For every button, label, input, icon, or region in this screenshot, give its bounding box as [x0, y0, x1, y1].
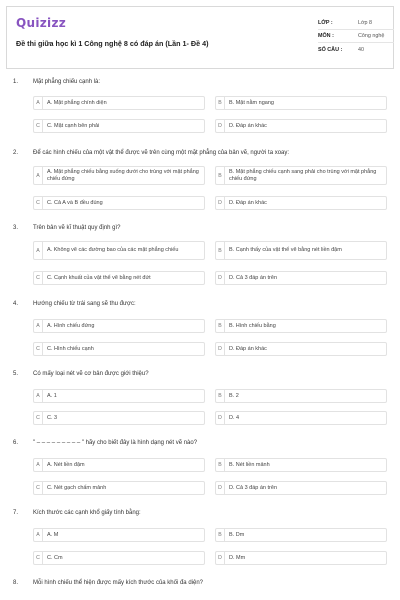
question-number: 4.: [13, 301, 19, 307]
question-text: Trên bản vẽ kĩ thuật quy định gì?: [33, 225, 121, 231]
option-b[interactable]: [215, 528, 387, 542]
question-number: 2.: [13, 150, 19, 156]
option-text: B. Hình chiếu bằng: [229, 322, 276, 329]
option-b[interactable]: [215, 319, 387, 333]
question-number: 1.: [13, 79, 19, 85]
option-text: B. Nét liền mảnh: [229, 461, 270, 468]
option-letter: C: [34, 412, 43, 424]
question-text: " ‒ ‒ ‒ ‒ ‒ ‒ ‒ ‒ ‒ " hãy cho biết đây là hình dạng nét vẽ nào?: [33, 440, 198, 446]
option-d[interactable]: [215, 481, 387, 495]
question-number: 5.: [13, 371, 19, 377]
question-text: Mặt phẳng chiếu cạnh là:: [33, 79, 101, 85]
option-text: C. Cả A và B đều đúng: [47, 199, 103, 206]
option-letter: B: [216, 390, 225, 402]
option-letter: A: [34, 97, 43, 109]
option-letter: D: [216, 482, 225, 494]
option-d[interactable]: [215, 551, 387, 565]
option-c[interactable]: [33, 551, 205, 565]
option-letter: A: [34, 459, 43, 471]
question-text: Hướng chiếu từ trái sang sẽ thu được:: [33, 301, 136, 307]
option-text: A. Không vẽ các đường bao của các mặt phẳng chiếu: [47, 247, 179, 253]
meta-label: MÔN :: [318, 33, 334, 39]
option-text: C. Cm: [47, 554, 63, 561]
option-d[interactable]: [215, 271, 387, 285]
option-c[interactable]: [33, 411, 205, 425]
option-c[interactable]: [33, 342, 205, 356]
option-text: A. M: [47, 531, 59, 538]
option-letter: A: [34, 167, 43, 184]
option-letter: C: [34, 343, 43, 355]
option-d[interactable]: [215, 196, 387, 210]
option-a[interactable]: [33, 389, 205, 403]
option-c[interactable]: [33, 196, 205, 210]
option-b[interactable]: [215, 458, 387, 472]
option-letter: C: [34, 120, 43, 132]
meta-value: Công nghệ: [358, 33, 385, 39]
option-text: C. 3: [47, 414, 58, 421]
option-text: D. Đáp án khác: [229, 122, 267, 129]
option-letter: C: [34, 197, 43, 209]
meta-label: LỚP :: [318, 20, 333, 26]
option-text: B. Mặt nằm ngang: [229, 99, 274, 106]
option-letter: D: [216, 197, 225, 209]
option-text: C. Nét gạch chấm mảnh: [47, 484, 107, 491]
meta-value: Lớp 8: [358, 20, 373, 26]
question-number: 6.: [13, 440, 19, 446]
option-letter: D: [216, 120, 225, 132]
option-text: D. 4: [229, 414, 240, 421]
option-text: B. Dm: [229, 531, 245, 538]
option-b[interactable]: [215, 166, 387, 185]
option-a[interactable]: [33, 528, 205, 542]
option-a[interactable]: [33, 319, 205, 333]
option-a[interactable]: [33, 458, 205, 472]
option-d[interactable]: [215, 342, 387, 356]
option-text: B. Mặt phẳng chiếu cạnh sang phải cho trùng với mặt phẳng chiếu đứng: [229, 168, 377, 182]
option-text: A. Nét liền đậm: [47, 461, 85, 468]
option-a[interactable]: [33, 241, 205, 260]
option-text: A. Mặt phẳng chiếu bằng xuống dưới cho trùng với mặt phẳng chiếu đứng: [47, 168, 199, 182]
option-letter: D: [216, 412, 225, 424]
option-a[interactable]: [33, 96, 205, 110]
option-text: D. Đáp án khác: [229, 199, 267, 206]
option-text: C. Mặt cạnh bên phải: [47, 122, 100, 129]
option-letter: B: [216, 320, 225, 332]
option-a[interactable]: [33, 166, 205, 185]
option-text: D. Mm: [229, 554, 246, 561]
option-text: A. 1: [47, 392, 57, 399]
option-letter: B: [216, 529, 225, 541]
question-text: Kích thước các cạnh khổ giấy tính bằng:: [33, 510, 141, 516]
option-text: A. Hình chiếu đứng: [47, 322, 95, 329]
question-number: 3.: [13, 225, 19, 231]
meta-label: SỐ CÂU :: [318, 46, 343, 53]
question-text: Mỗi hình chiếu thể hiện được mấy kích thước của khối đa diện?: [33, 580, 203, 586]
option-letter: C: [34, 552, 43, 564]
question-number: 7.: [13, 510, 19, 516]
option-letter: A: [34, 390, 43, 402]
option-text: D. Cả 3 đáp án trên: [229, 274, 278, 281]
option-letter: A: [34, 242, 43, 259]
option-text: C. Cạnh khuất của vật thể vẽ bằng nét đứt: [47, 274, 151, 281]
option-text: D. Đáp án khác: [229, 345, 267, 352]
option-letter: D: [216, 272, 225, 284]
option-text: B. Cạnh thấy của vật thể vẽ bằng nét liền đậm: [229, 247, 342, 253]
option-letter: D: [216, 343, 225, 355]
option-letter: A: [34, 529, 43, 541]
option-letter: B: [216, 242, 225, 259]
question-text: Để các hình chiếu của một vật thể được vẽ trên cùng một mặt phẳng của bản vẽ, người ta xoay:: [33, 150, 290, 156]
option-b[interactable]: [215, 96, 387, 110]
option-letter: B: [216, 97, 225, 109]
option-letter: B: [216, 167, 225, 184]
quiz-title: Đề thi giữa học kì 1 Công nghệ 8 có đáp án (Lần 1- Đề 4): [16, 39, 209, 48]
option-c[interactable]: [33, 119, 205, 133]
option-letter: A: [34, 320, 43, 332]
option-letter: D: [216, 552, 225, 564]
option-letter: B: [216, 459, 225, 471]
option-text: C. Hình chiếu cạnh: [47, 345, 94, 352]
option-b[interactable]: [215, 241, 387, 260]
option-text: B. 2: [229, 392, 239, 399]
option-text: D. Cả 3 đáp án trên: [229, 484, 278, 491]
option-d[interactable]: [215, 411, 387, 425]
question-text: Có mấy loại nét vẽ cơ bản được giới thiệu?: [33, 371, 149, 377]
option-text: A. Mặt phẳng chính diện: [47, 99, 107, 106]
option-letter: C: [34, 272, 43, 284]
option-c[interactable]: [33, 271, 205, 285]
meta-value: 40: [358, 46, 364, 53]
quizizz-logo: Quizizz: [16, 16, 67, 30]
option-c[interactable]: [33, 481, 205, 495]
question-number: 8.: [13, 580, 19, 586]
option-d[interactable]: [215, 119, 387, 133]
option-letter: C: [34, 482, 43, 494]
option-b[interactable]: [215, 389, 387, 403]
